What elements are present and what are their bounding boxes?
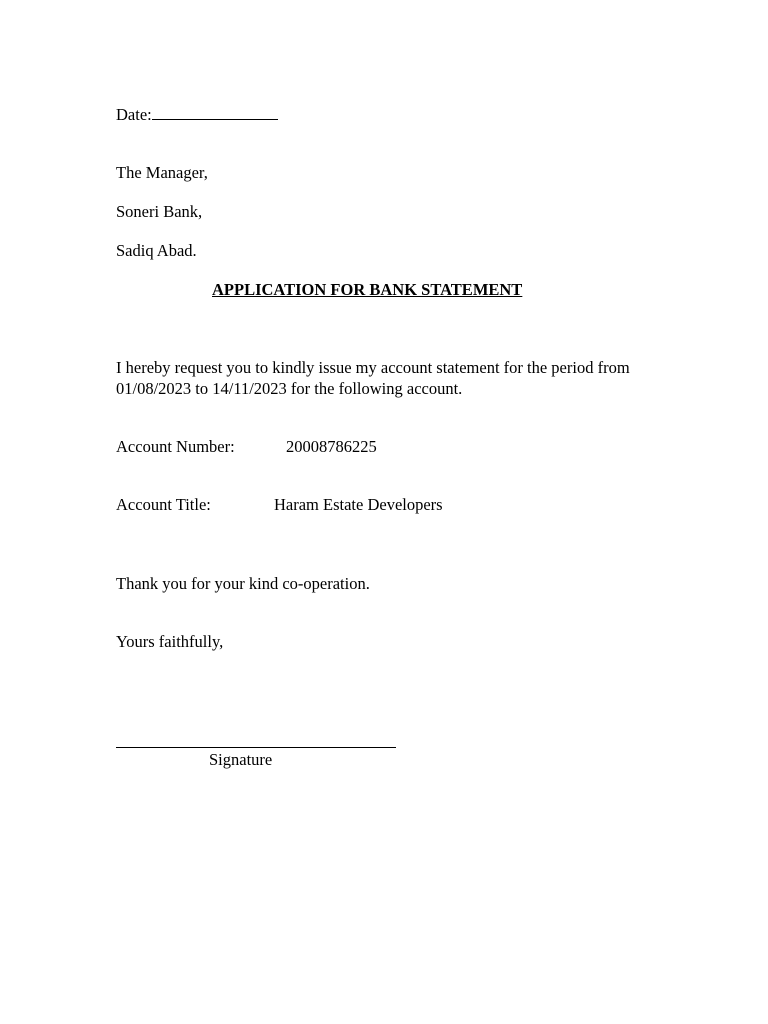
- closing-line: Yours faithfully,: [116, 632, 224, 651]
- body-paragraph: I hereby request you to kindly issue my account statement for the period from 01/08/2023 to 14/11/2023 for the following account.: [116, 358, 630, 398]
- account-number-label: Account Number:: [116, 437, 235, 456]
- thanks-line: Thank you for your kind co-operation.: [116, 574, 370, 593]
- date-label: Date:: [116, 105, 152, 124]
- account-number-value: 20008786225: [286, 437, 377, 456]
- signature-line: [116, 747, 396, 748]
- account-title-label: Account Title:: [116, 495, 211, 514]
- date-blank: [152, 104, 278, 120]
- signature-label: Signature: [209, 750, 273, 769]
- account-title-value: Haram Estate Developers: [274, 495, 443, 514]
- recipient-line-3: Sadiq Abad.: [116, 241, 197, 260]
- subject-heading: APPLICATION FOR BANK STATEMENT: [212, 280, 523, 299]
- recipient-line-2: Soneri Bank,: [116, 202, 203, 221]
- recipient-line-1: The Manager,: [116, 163, 208, 182]
- date-line: [116, 104, 278, 125]
